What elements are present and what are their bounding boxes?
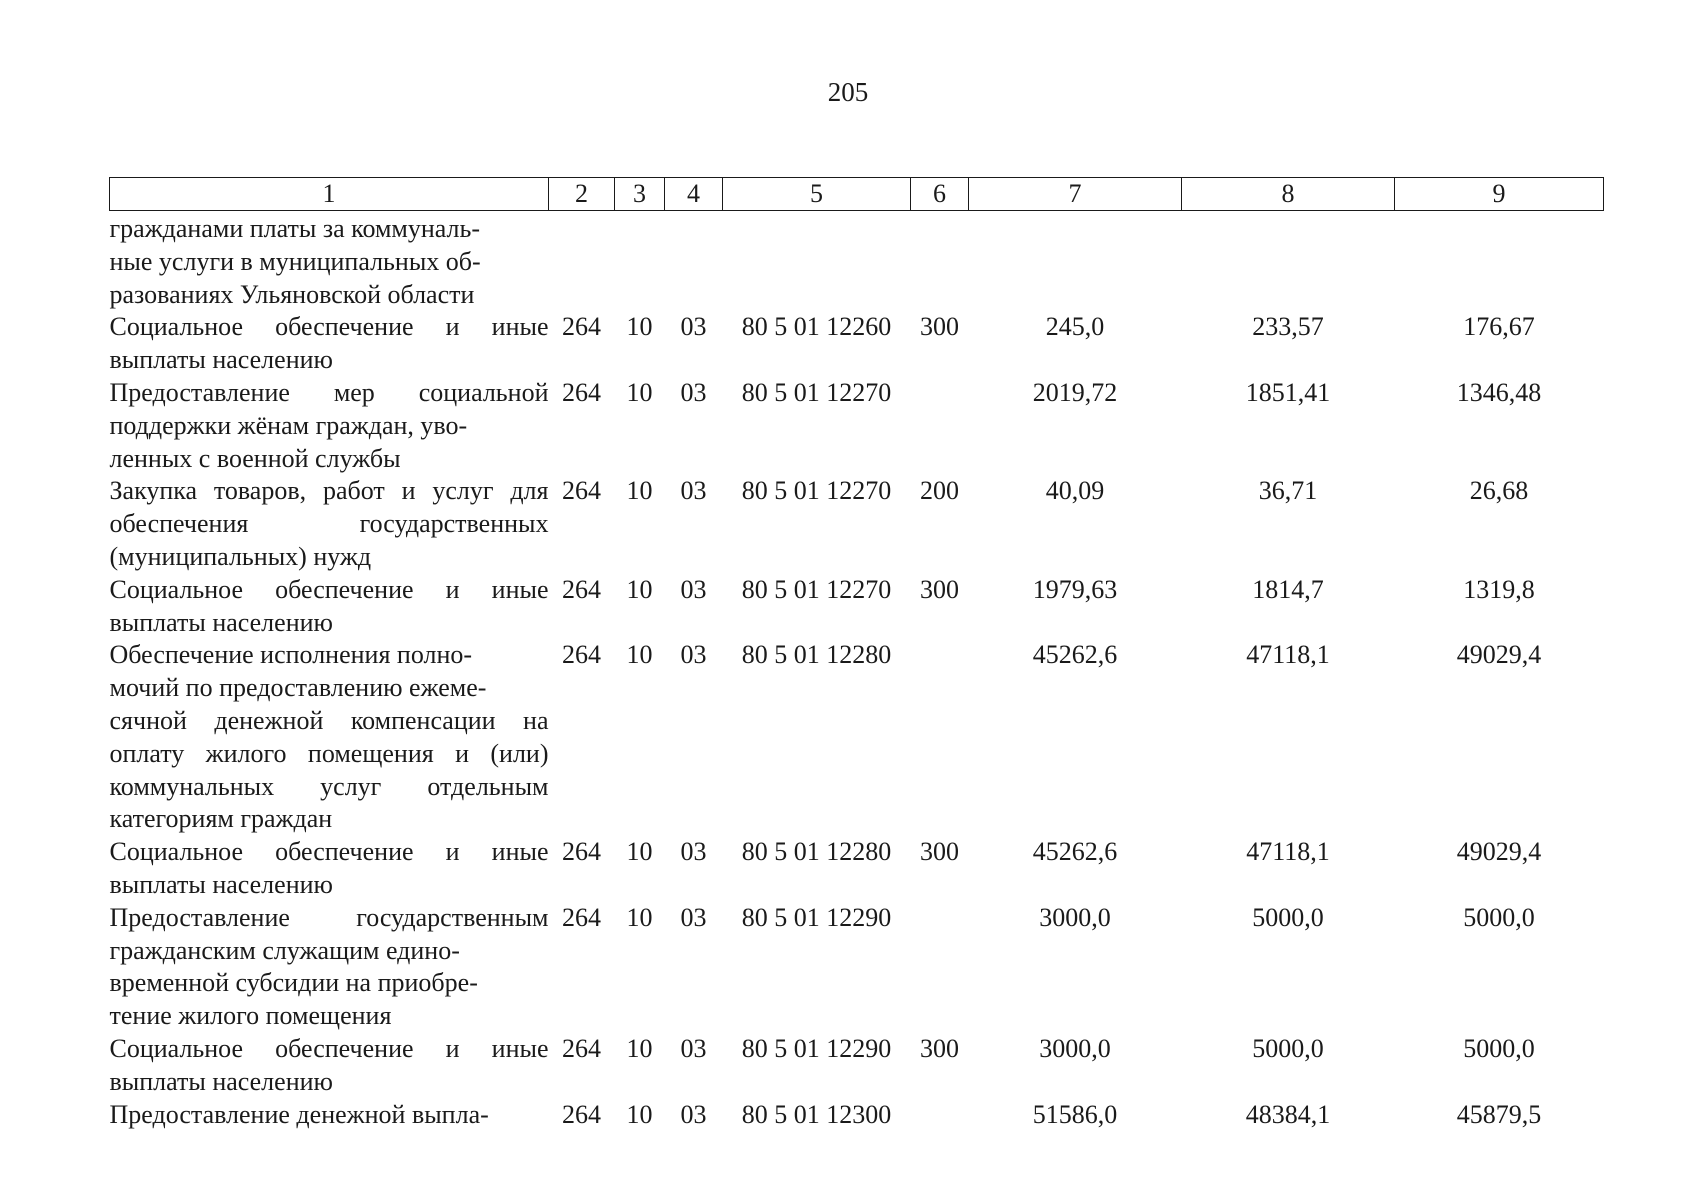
- gr-cell: 264: [562, 377, 601, 407]
- row-name-cell: Предоставление государственным гражданским служащим едино- временной субсидии на приобре- тение жилого помещения: [109, 902, 549, 1031]
- subsection-cell: 03: [680, 902, 707, 932]
- amount-year-1-cell: 51586,0: [1032, 1099, 1118, 1129]
- amount-year-1-cell: 1979,63: [1032, 574, 1118, 604]
- target-article-cell: 80 5 01 12260: [741, 312, 892, 342]
- gr-cell: 264: [562, 476, 601, 506]
- amount-year-2-cell: 233,57: [1252, 312, 1324, 342]
- section-cell: 10: [626, 312, 653, 342]
- table-row: [110, 1033, 1604, 1099]
- target-article-cell: 80 5 01 12280: [741, 837, 892, 867]
- subsection-cell: 03: [680, 1099, 707, 1129]
- subsection-cell: [665, 211, 723, 312]
- section-cell: 10: [626, 574, 653, 604]
- amount-year-3-cell: 176,67: [1463, 312, 1535, 342]
- row-name-cell: гражданами платы за коммуналь- ные услуги в муниципальных об- разованиях Ульяновской области: [109, 214, 481, 309]
- expense-type-cell: [911, 377, 969, 475]
- amount-year-2-cell: 47118,1: [1246, 640, 1330, 670]
- section-cell: 10: [626, 902, 653, 932]
- row-name-cell: Предоставление денежной выпла-: [109, 1099, 489, 1129]
- section-cell: 10: [626, 377, 653, 407]
- amount-year-3-cell: 1319,8: [1463, 574, 1535, 604]
- target-article-cell: 80 5 01 12270: [741, 377, 892, 407]
- amount-year-3-cell: 5000,0: [1463, 902, 1535, 932]
- amount-year-1-cell: 2019,72: [1032, 377, 1118, 407]
- subsection-cell: 03: [680, 574, 707, 604]
- subsection-cell: 03: [680, 1033, 707, 1063]
- amount-year-1-cell: 245,0: [1045, 312, 1105, 342]
- amount-year-3-cell: 45879,5: [1456, 1099, 1542, 1129]
- table-row: [110, 475, 1604, 573]
- gr-cell: 264: [562, 1033, 601, 1063]
- table-row: [110, 1099, 1604, 1132]
- row-name-cell: Предоставление мер социальной поддержки жёнам граждан, уво- ленных с военной службы: [109, 377, 549, 473]
- target-article-cell: 80 5 01 12290: [741, 902, 892, 932]
- page-number: 205: [827, 77, 869, 107]
- amount-year-1-cell: 45262,6: [1032, 837, 1118, 867]
- table-row: [110, 639, 1604, 836]
- subsection-cell: 03: [680, 377, 707, 407]
- expense-type-cell: [911, 211, 969, 312]
- header-row: [110, 178, 1604, 211]
- table-row: [110, 902, 1604, 1033]
- table-row: [110, 211, 1604, 312]
- amount-year-2-cell: 47118,1: [1246, 837, 1330, 867]
- gr-cell: 264: [562, 640, 601, 670]
- amount-year-2-cell: 1851,41: [1245, 377, 1331, 407]
- amount-year-2-cell: 48384,1: [1245, 1099, 1331, 1129]
- amount-year-1-cell: [969, 211, 1182, 312]
- amount-year-3-cell: 26,68: [1469, 476, 1529, 506]
- expense-type-cell: [911, 639, 969, 836]
- amount-year-3-cell: 49029,4: [1456, 640, 1542, 670]
- target-article-cell: 80 5 01 12290: [741, 1033, 892, 1063]
- amount-year-2-cell: 5000,0: [1252, 1033, 1324, 1063]
- target-article-cell: 80 5 01 12300: [741, 1099, 892, 1129]
- expense-type-cell: 300: [920, 312, 959, 342]
- section-cell: 10: [626, 1033, 653, 1063]
- section-cell: 10: [626, 837, 653, 867]
- column-header-4: 4: [665, 178, 723, 211]
- gr-cell: 264: [562, 1099, 601, 1129]
- amount-year-2-cell: [1182, 211, 1395, 312]
- gr-cell: 264: [562, 574, 601, 604]
- expense-type-cell: 300: [920, 574, 959, 604]
- column-header-2: 2: [549, 178, 615, 211]
- section-cell: 10: [626, 476, 653, 506]
- table-row: [110, 574, 1604, 640]
- row-name-cell: Социальное обеспечение и иные выплаты населению: [109, 574, 549, 637]
- subsection-cell: 03: [680, 837, 707, 867]
- row-name-cell: Обеспечение исполнения полно- мочий по предоставлению ежеме- сячной денежной компенсации на оплату жилого помещения и (или) коммунальных услуг отдельным категориям граждан: [109, 640, 549, 834]
- row-name-cell: Социальное обеспечение и иные выплаты населению: [109, 312, 549, 375]
- subsection-cell: 03: [680, 640, 707, 670]
- amount-year-3-cell: 1346,48: [1456, 377, 1542, 407]
- subsection-cell: 03: [680, 476, 707, 506]
- row-name-cell: Социальное обеспечение и иные выплаты населению: [109, 837, 549, 899]
- table-body: [110, 211, 1604, 1132]
- row-name-cell: Социальное обеспечение и иные выплаты населению: [109, 1033, 549, 1096]
- amount-year-1-cell: 40,09: [1045, 476, 1105, 506]
- table-row: [110, 311, 1604, 377]
- column-header-9: 9: [1395, 178, 1604, 211]
- column-header-3: 3: [615, 178, 665, 211]
- target-article-cell: 80 5 01 12280: [741, 640, 892, 670]
- amount-year-1-cell: 45262,6: [1032, 640, 1118, 670]
- subsection-cell: 03: [680, 312, 707, 342]
- amount-year-3-cell: 49029,4: [1456, 837, 1542, 867]
- column-header-7: 7: [969, 178, 1182, 211]
- target-article-cell: 80 5 01 12270: [741, 476, 892, 506]
- amount-year-3-cell: [1395, 211, 1604, 312]
- row-name-cell: Закупка товаров, работ и услуг для обеспечения государственных (муниципальных) нужд: [109, 476, 549, 571]
- gr-cell: 264: [562, 902, 601, 932]
- expense-type-cell: [911, 902, 969, 1033]
- column-header-6: 6: [911, 178, 969, 211]
- table-row: [110, 377, 1604, 475]
- gr-cell: 264: [562, 837, 601, 867]
- budget-table: [109, 177, 1604, 1131]
- expense-type-cell: 300: [920, 837, 959, 867]
- expense-type-cell: 300: [920, 1033, 959, 1063]
- column-header-5: 5: [723, 178, 911, 211]
- target-article-cell: [723, 211, 911, 312]
- amount-year-3-cell: 5000,0: [1463, 1033, 1535, 1063]
- section-cell: 10: [626, 1099, 653, 1129]
- amount-year-2-cell: 5000,0: [1252, 902, 1324, 932]
- column-header-1: 1: [110, 178, 549, 211]
- expense-type-cell: 200: [920, 476, 959, 506]
- table-row: [110, 836, 1604, 902]
- expense-type-cell: [911, 1099, 969, 1132]
- target-article-cell: 80 5 01 12270: [741, 574, 892, 604]
- section-cell: 10: [626, 640, 653, 670]
- amount-year-2-cell: 1814,7: [1252, 574, 1324, 604]
- amount-year-1-cell: 3000,0: [1039, 902, 1111, 932]
- amount-year-1-cell: 3000,0: [1039, 1033, 1111, 1063]
- amount-year-2-cell: 36,71: [1258, 476, 1318, 506]
- gr-cell: [549, 211, 615, 312]
- gr-cell: 264: [562, 312, 601, 342]
- column-header-8: 8: [1182, 178, 1395, 211]
- section-cell: [615, 211, 665, 312]
